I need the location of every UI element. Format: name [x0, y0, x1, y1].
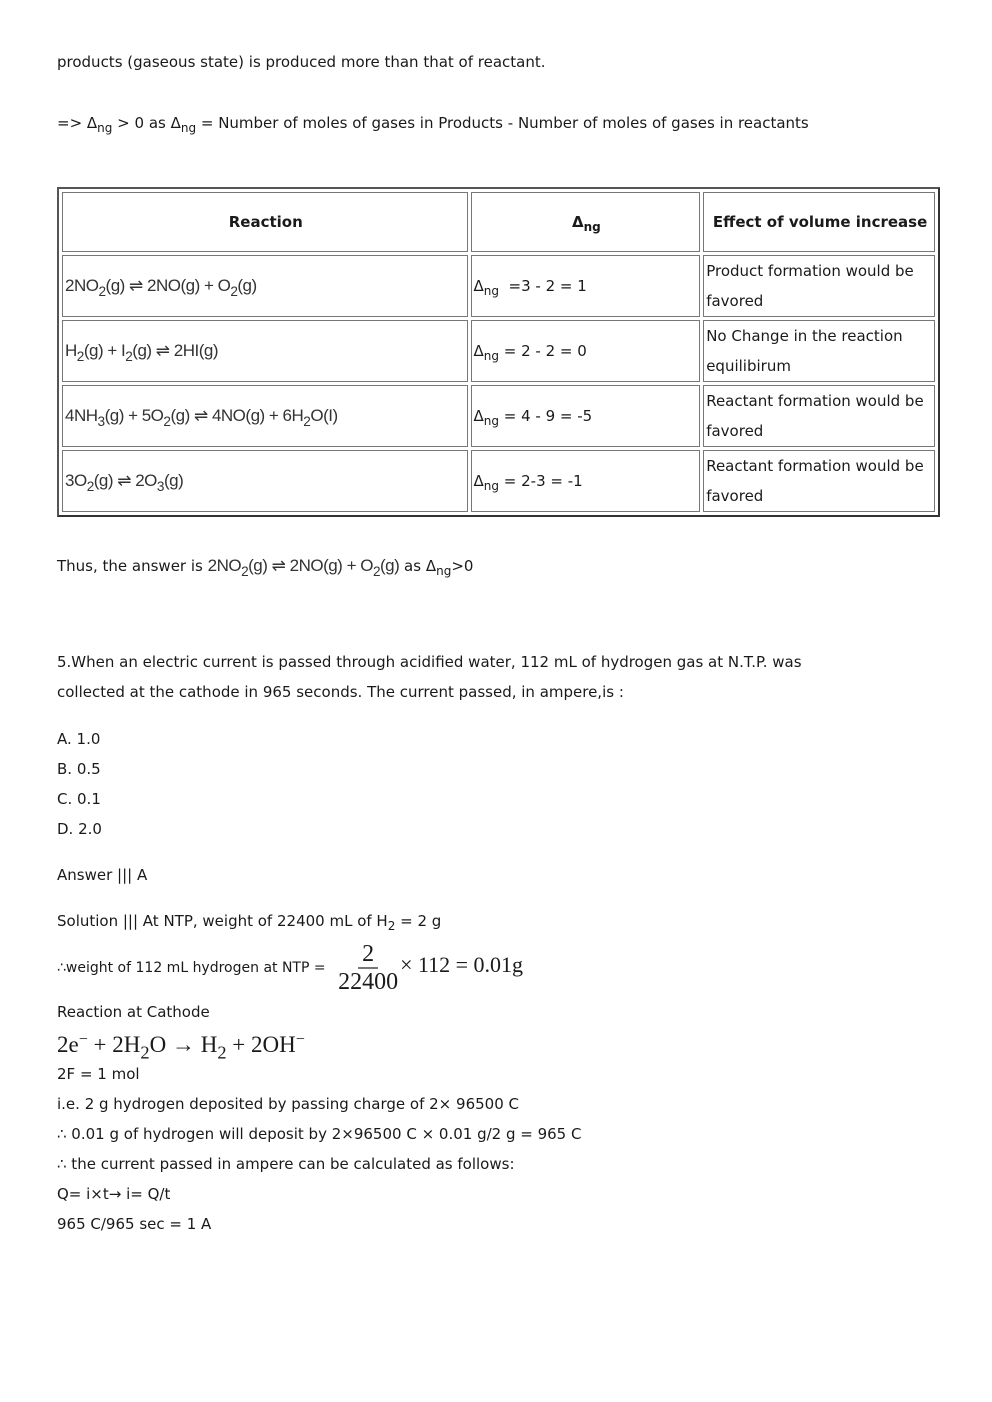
- header-reaction: Reaction: [62, 192, 468, 252]
- cathode-title: Reaction at Cathode: [57, 1003, 210, 1021]
- text: = 2 g: [395, 912, 442, 930]
- text: Solution ||| At NTP, weight of 22400 mL of H: [57, 912, 388, 930]
- subscript: 2: [372, 563, 380, 579]
- reaction-formula: [65, 471, 184, 494]
- superscript: −: [78, 1030, 88, 1048]
- subscript: 3: [156, 478, 164, 494]
- table-header-row: [62, 192, 935, 252]
- text: >0: [451, 557, 474, 575]
- option-c: C. 0.1: [57, 790, 101, 808]
- option-b: B. 0.5: [57, 760, 101, 778]
- solution-step: ∴ the current passed in ampere can be calculated as follows:: [57, 1155, 515, 1173]
- formula-text: (g) ⇌ 4NO(g) + 6H: [170, 406, 304, 425]
- denominator: 22400: [338, 968, 399, 995]
- subscript: 2: [125, 348, 133, 364]
- result: × 112 = 0.01g: [400, 952, 524, 977]
- delta-ng-cell: $\Delta_{ng} =3 - 2 = 1$: [471, 255, 701, 317]
- formula-text: 2NO: [207, 556, 242, 575]
- formula-text: H: [65, 341, 77, 360]
- subscript: ng: [436, 564, 452, 579]
- delta-ng-value: = 2-3 = -1: [503, 472, 583, 490]
- formula-text: (g) ⇌ 2O: [93, 471, 157, 490]
- solution-line-2: [57, 940, 523, 995]
- table-row: [62, 255, 935, 317]
- superscript: −: [295, 1030, 305, 1048]
- formula-text: 3O: [65, 471, 87, 490]
- option-d: D. 2.0: [57, 820, 102, 838]
- subscript: 2: [387, 919, 396, 934]
- text: ∴weight of 112 mL hydrogen at NTP =: [57, 960, 331, 976]
- reaction-cell: [62, 450, 468, 512]
- delta-ng-cell: $\Delta_{ng} = 4 - 9 = -5$: [471, 385, 701, 447]
- solution-step: Q= i×t→ i= Q/t: [57, 1185, 171, 1203]
- reaction-table: [57, 187, 940, 517]
- formula-text: (g): [163, 471, 184, 490]
- subscript: ng: [583, 220, 601, 235]
- subscript: 2: [241, 563, 249, 579]
- solution-line-1: [57, 911, 442, 934]
- formula-text: (g) ⇌ 2HI(g): [132, 341, 218, 360]
- reaction-cell: [62, 255, 468, 317]
- question-line-1: 5.When an electric current is passed through acidified water, 112 mL of hydrogen gas at N.T.P. was: [57, 653, 802, 671]
- formula-text: + 2H: [87, 1032, 141, 1057]
- answer: Answer ||| A: [57, 866, 148, 884]
- reaction-cell: [62, 320, 468, 382]
- header-delta-ng: [471, 192, 701, 252]
- text: Δ: [571, 213, 584, 231]
- reaction-cell: [62, 385, 468, 447]
- delta-ng-value: =3 - 2 = 1: [508, 277, 587, 295]
- formula-text: O → H: [149, 1032, 218, 1057]
- formula-text: (g): [380, 556, 400, 575]
- solution-step: i.e. 2 g hydrogen deposited by passing charge of 2× 96500 C: [57, 1095, 519, 1113]
- subscript: 2: [217, 1042, 227, 1063]
- subscript: ng: [97, 121, 113, 136]
- subscript: 2: [140, 1042, 150, 1063]
- delta-ng-value: = 4 - 9 = -5: [503, 407, 593, 425]
- reaction-formula: [207, 556, 400, 579]
- intro-text: products (gaseous state) is produced more than that of reactant.: [57, 53, 546, 71]
- subscript: 2: [86, 478, 94, 494]
- cathode-equation: [57, 1030, 305, 1063]
- subscript: ng: [180, 121, 197, 136]
- solution-step: 965 C/965 sec = 1 A: [57, 1215, 212, 1233]
- formula-text: 4NH: [65, 406, 98, 425]
- numerator: 2: [358, 941, 378, 969]
- formula-text: O(I): [310, 406, 338, 425]
- subscript: 3: [97, 413, 105, 429]
- effect-cell: Reactant formation would be favored: [703, 450, 935, 512]
- formula-text: 2NO: [65, 276, 99, 295]
- option-a: A. 1.0: [57, 730, 101, 748]
- text: as Δ: [399, 557, 437, 575]
- text: = Number of moles of gases in Products - Number of moles of gases in reactants: [196, 114, 809, 132]
- fraction: [338, 941, 398, 995]
- text: Thus, the answer is: [57, 557, 208, 575]
- text: => Δ: [57, 114, 98, 132]
- formula-text: (g) ⇌ 2NO(g) + O: [105, 276, 231, 295]
- effect-cell: Reactant formation would be favored: [703, 385, 935, 447]
- table-row: [62, 320, 935, 382]
- reaction-formula: [65, 341, 218, 364]
- subscript: 2: [76, 348, 84, 364]
- table-row: [62, 450, 935, 512]
- effect-cell: Product formation would be favored: [703, 255, 935, 317]
- question-line-2: collected at the cathode in 965 seconds. The current passed, in ampere,is :: [57, 683, 624, 701]
- delta-ng-definition: [57, 113, 809, 136]
- header-effect: Effect of volume increase: [703, 192, 935, 252]
- subscript: 2: [98, 283, 106, 299]
- subscript: 2: [163, 413, 171, 429]
- solution-step: 2F = 1 mol: [57, 1065, 140, 1083]
- reaction-formula: [65, 276, 257, 299]
- formula-text: (g) + 5O: [104, 406, 164, 425]
- subscript: 2: [303, 413, 311, 429]
- conclusion: [57, 556, 474, 579]
- delta-ng-value: = 2 - 2 = 0: [503, 342, 587, 360]
- formula-text: 2e: [57, 1032, 79, 1057]
- delta-ng-cell: $\Delta_{ng} = 2-3 = -1$: [471, 450, 701, 512]
- formula-text: (g) ⇌ 2NO(g) + O: [248, 556, 373, 575]
- formula-text: (g) + I: [83, 341, 126, 360]
- subscript: 2: [230, 283, 238, 299]
- solution-step: ∴ 0.01 g of hydrogen will deposit by 2×96500 C × 0.01 g/2 g = 965 C: [57, 1125, 582, 1143]
- delta-ng-cell: $\Delta_{ng} = 2 - 2 = 0$: [471, 320, 701, 382]
- text: > 0 as Δ: [112, 114, 181, 132]
- effect-cell: No Change in the reaction equilibirum: [703, 320, 935, 382]
- formula-text: (g): [237, 276, 257, 295]
- reaction-formula: [65, 406, 338, 429]
- table-row: [62, 385, 935, 447]
- formula-text: + 2OH: [226, 1032, 296, 1057]
